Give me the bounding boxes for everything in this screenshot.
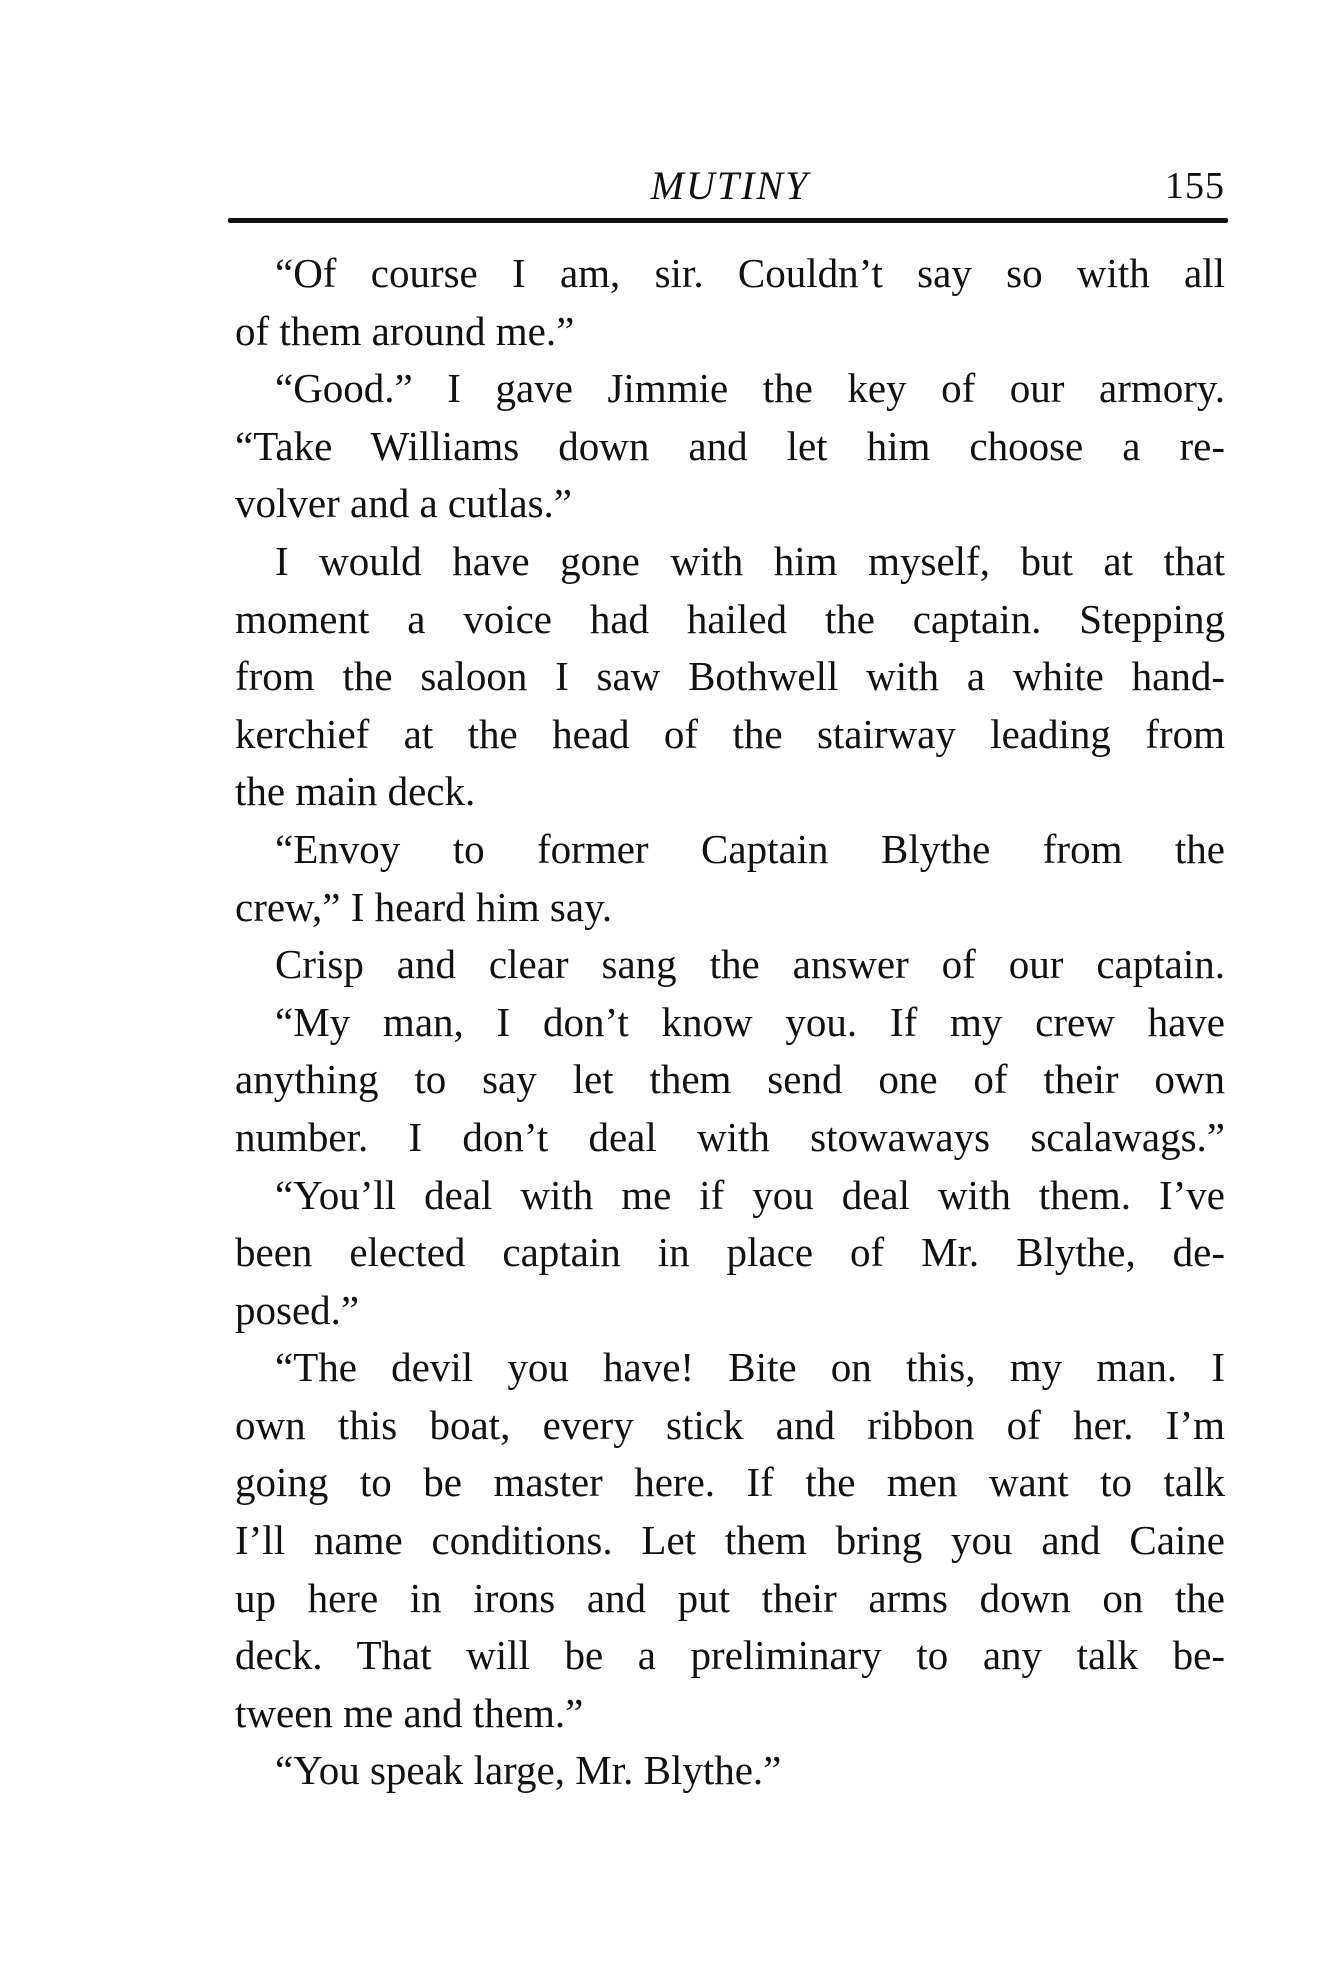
text-line: I would have gone with him myself, but at that <box>275 537 1225 584</box>
text-line: “The devil you have! Bite on this, my man. I <box>275 1344 1225 1391</box>
running-title: MUTINY <box>650 163 810 208</box>
text-line: of them around me.” <box>235 307 575 354</box>
text-line: “You’ll deal with me if you deal with them. I’ve <box>275 1171 1225 1218</box>
text-line: “Envoy to former Captain Blythe from the <box>275 825 1225 872</box>
body-text <box>235 245 1225 1800</box>
text-line: “Of course I am, sir. Couldn’t say so with all <box>275 250 1225 296</box>
running-head <box>235 160 1225 212</box>
text-line: moment a voice had hailed the captain. Stepping <box>235 595 1225 642</box>
text-line: tween me and them.” <box>235 1689 584 1736</box>
text-line: “Take Williams down and let him choose a re- <box>235 422 1225 469</box>
text-line: posed.” <box>235 1286 360 1333</box>
text-line: crew,” I heard him say. <box>235 883 613 930</box>
text-line: deck. That will be a preliminary to any talk be- <box>235 1632 1225 1679</box>
page-number: 155 <box>1165 165 1225 207</box>
text-line: “My man, I don’t know you. If my crew have <box>275 998 1225 1045</box>
text-line: I’ll name conditions. Let them bring you and Caine <box>235 1517 1225 1564</box>
text-line: going to be master here. If the men want to talk <box>235 1459 1225 1506</box>
text-line: Crisp and clear sang the answer of our captain. <box>275 941 1225 988</box>
text-line: “Good.” I gave Jimmie the key of our armory. <box>275 365 1225 412</box>
text-line: “You speak large, Mr. Blythe.” <box>275 1747 782 1794</box>
text-line: the main deck. <box>235 768 476 815</box>
text-line: kerchief at the head of the stairway leading from <box>235 710 1225 757</box>
header-rule <box>228 218 1228 223</box>
text-line: volver and a cutlas.” <box>235 480 572 527</box>
text-line: anything to say let them send one of their own <box>235 1056 1225 1103</box>
text-line: number. I don’t deal with stowaways scalawags.” <box>235 1113 1225 1160</box>
text-line: up here in irons and put their arms down on the <box>235 1574 1225 1621</box>
text-line: own this boat, every stick and ribbon of her. I’m <box>235 1401 1225 1448</box>
text-line: from the saloon I saw Bothwell with a white hand- <box>235 653 1225 700</box>
text-line: been elected captain in place of Mr. Blythe, de- <box>235 1229 1225 1276</box>
